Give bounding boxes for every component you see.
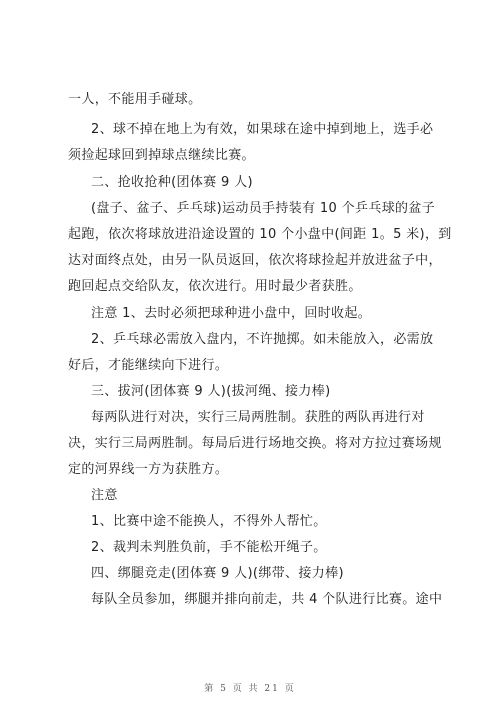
text-line-6: 起跑，依次将球放进沿途设置的 10 个小盘中(间距 1。5 米)，到 [68, 227, 452, 242]
text-line-5: (盘子、盆子、乒乓球)运动员手持装有 10 个乒乓球的盆子 [91, 201, 436, 216]
text-line-2: 2、球不掉在地上为有效，如果球在途中掉到地上，选手必 [91, 122, 434, 137]
text-line-8: 跑回起点交给队友，依次进行。用时最少者获胜。 [68, 279, 362, 294]
heading-section-2: 二、抢收抢种(团体赛 9 人) [91, 175, 253, 190]
text-line-9: 注意 1、去时必须把球种进小盘中，回时收起。 [91, 306, 372, 321]
note-label: 注意 [91, 488, 118, 503]
text-line-13: 每两队进行对决，实行三局两胜制。获胜的两队再进行对 [91, 410, 425, 425]
text-line-18: 2、裁判未判胜负前，手不能松开绳子。 [91, 540, 327, 555]
page-footer: 第 5 页 共 21 页 [204, 684, 296, 694]
text-line-1: 一人，不能用手碰球。 [68, 92, 202, 107]
text-line-7: 达对面终点处，由另一队员返回，依次将球捡起并放进盆子中， [68, 253, 442, 268]
heading-section-4: 四、绑腿竞走(团体赛 9 人)(绑带、接力棒) [91, 566, 344, 581]
heading-section-3: 三、拔河(团体赛 9 人)(拔河绳、接力棒) [91, 384, 331, 399]
text-line-15: 定的河界线一方为获胜方。 [68, 462, 229, 477]
text-line-11: 好后，才能继续向下进行。 [68, 358, 229, 373]
text-line-14: 决，实行三局两胜制。每局后进行场地交换。将对方拉过赛场规 [68, 436, 442, 451]
text-line-3: 须捡起球回到掉球点继续比赛。 [68, 148, 255, 163]
text-line-20: 每队全员参加，绑腿并排向前走，共 4 个队进行比赛。途中 [91, 592, 443, 607]
text-line-10: 2、乒乓球必需放入盘内，不许抛掷。如未能放入，必需放 [91, 332, 434, 347]
text-line-17: 1、比赛中途不能换人，不得外人帮忙。 [91, 514, 327, 529]
